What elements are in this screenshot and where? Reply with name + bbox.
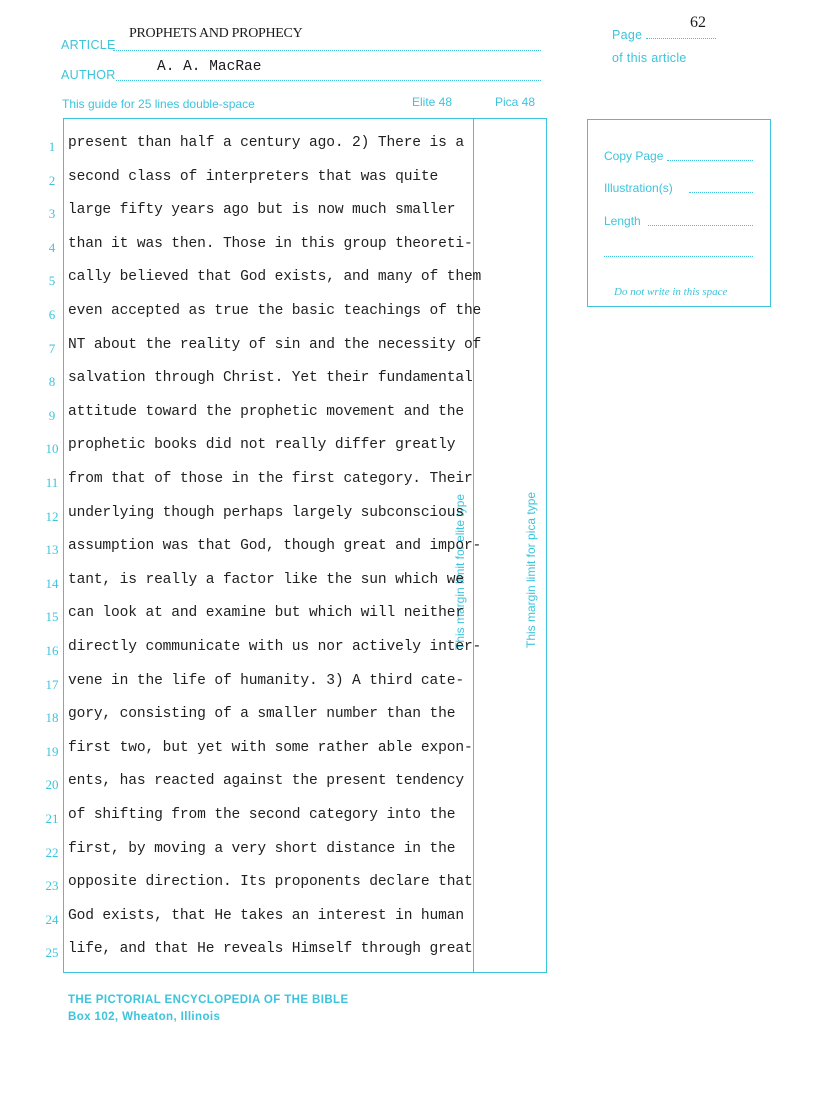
line-number: 14 — [45, 576, 59, 591]
page-label: Page — [612, 28, 643, 42]
line-number: 8 — [48, 374, 56, 389]
guide-label: This guide for 25 lines double-space — [62, 97, 255, 111]
line-number: 10 — [45, 441, 59, 456]
typed-line: first, by moving a very short distance in the — [68, 841, 456, 857]
typed-line: attitude toward the prophetic movement and the — [68, 404, 464, 420]
line-number: 1 — [48, 139, 56, 154]
typed-line: God exists, that He takes an interest in human — [68, 908, 464, 924]
line-number: 7 — [48, 341, 56, 356]
illustrations-line — [689, 192, 753, 193]
typed-line: tant, is really a factor like the sun which we — [68, 572, 464, 588]
typed-line: life, and that He reveals Himself through great — [68, 941, 473, 957]
line-number: 18 — [45, 710, 59, 725]
blank-line — [604, 256, 753, 257]
illustrations-label: Illustration(s) — [604, 181, 673, 195]
typed-line: vene in the life of humanity. 3) A third cate- — [68, 673, 464, 689]
article-label: ARTICLE — [61, 38, 116, 52]
publisher-address: Box 102, Wheaton, Illinois — [68, 1011, 221, 1023]
line-number: 22 — [45, 845, 59, 860]
length-line — [648, 225, 753, 226]
typed-line: present than half a century ago. 2) There is a — [68, 135, 464, 151]
article-title: PROPHETS AND PROPHECY — [129, 26, 303, 41]
typed-line: of shifting from the second category into the — [68, 807, 456, 823]
office-use-box — [587, 119, 771, 307]
typed-line: salvation through Christ. Yet their fundamental — [68, 370, 473, 386]
line-number: 16 — [45, 643, 59, 658]
line-number: 20 — [45, 777, 59, 792]
line-number: 4 — [48, 240, 56, 255]
elite-margin-note: This margin limit for elite type — [453, 493, 467, 650]
typed-line: underlying though perhaps largely subconscious — [68, 505, 464, 521]
line-number: 3 — [48, 206, 56, 221]
line-number: 25 — [45, 945, 59, 960]
typed-line: even accepted as true the basic teachings of the — [68, 303, 482, 319]
line-number: 21 — [45, 811, 59, 826]
typed-line: ents, has reacted against the present tendency — [68, 773, 464, 789]
length-label: Length — [604, 214, 641, 228]
line-number: 23 — [45, 878, 59, 893]
typed-line: cally believed that God exists, and many of them — [68, 269, 482, 285]
line-number: 9 — [48, 408, 56, 423]
of-article-label: of this article — [612, 51, 687, 65]
pica-margin-note: This margin limit for pica type — [524, 491, 538, 648]
page-number: 62 — [690, 14, 706, 31]
typed-line: first two, but yet with some rather able expon- — [68, 740, 473, 756]
typed-line: than it was then. Those in this group theoreti- — [68, 236, 473, 252]
line-number: 6 — [48, 307, 56, 322]
copy-page-line — [667, 160, 753, 161]
pica-label: Pica 48 — [495, 95, 536, 109]
line-number: 5 — [48, 273, 56, 288]
copy-page-label: Copy Page — [604, 149, 664, 163]
author-label: AUTHOR — [61, 68, 116, 82]
typed-line: from that of those in the first category. Their — [68, 471, 473, 487]
line-number: 13 — [45, 542, 59, 557]
typed-line: prophetic books did not really differ greatly — [68, 437, 456, 453]
typed-line: can look at and examine but which will neither — [68, 605, 464, 621]
typed-line: assumption was that God, though great and impor- — [68, 538, 482, 554]
typed-line: gory, consisting of a smaller number than the — [68, 706, 456, 722]
publisher-name: THE PICTORIAL ENCYCLOPEDIA OF THE BIBLE — [68, 994, 349, 1006]
typed-line: second class of interpreters that was quite — [68, 169, 439, 185]
line-number: 15 — [45, 609, 59, 624]
typed-line: large fifty years ago but is now much smaller — [68, 202, 456, 218]
typed-line: directly communicate with us nor actively inter- — [68, 639, 482, 655]
typed-line: NT about the reality of sin and the necessity of — [68, 337, 482, 353]
author-name: A. A. MacRae — [157, 59, 262, 75]
line-number: 2 — [48, 173, 56, 188]
line-number: 12 — [45, 509, 59, 524]
line-number: 24 — [45, 912, 59, 927]
line-number: 17 — [45, 677, 59, 692]
line-number: 11 — [45, 475, 59, 490]
line-number: 19 — [45, 744, 59, 759]
elite-label: Elite 48 — [412, 95, 453, 109]
do-not-write-note: Do not write in this space — [614, 286, 728, 298]
typed-line: opposite direction. Its proponents declare that — [68, 874, 473, 890]
